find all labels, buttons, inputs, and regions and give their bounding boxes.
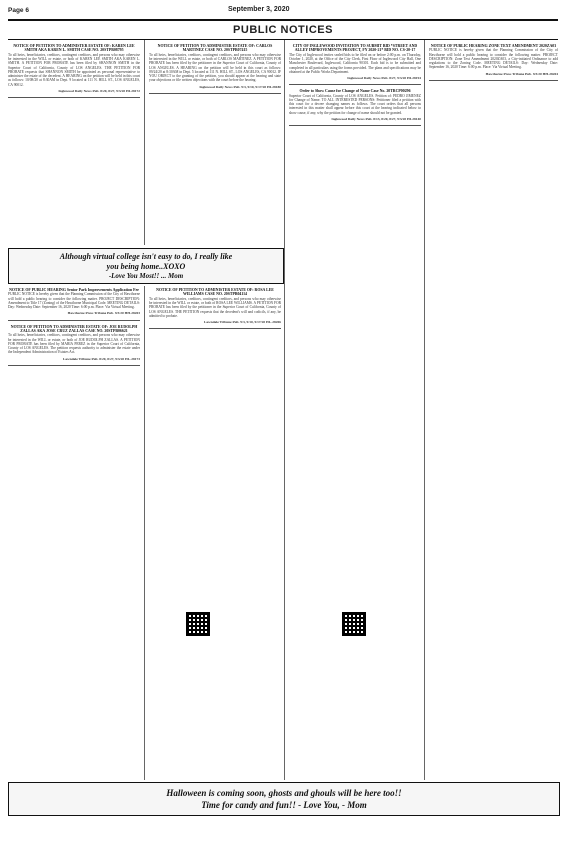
banner-line: Time for candy and fun!! - Love You, - Mom: [201, 800, 367, 810]
notice: [8, 325, 140, 366]
notice-heading: Order to Show Cause for Change of Name Case No. 20TRCP00296: [299, 89, 411, 94]
notice-body: To all heirs, beneficiaries, creditors, contingent creditors, and persons who may otherwise be interested in the WILL or estate, or both of CARLOS MARTINEZ. A PETITION FOR PROBATE has been filed by the petitioner in the Superior Court of California, County of LOS ANGELES. A HEARING on the petition will be held in this court as follows: 09/24/20 at 8:30AM in Dept. 5 located at 111 N. HILL ST., LOS ANGELES, CA 90012. IF YOU OBJECT to the granting of the petition, you should appear at the hearing and state your objections or file written objections with the court before the hearing.: [149, 52, 281, 83]
notice-publication: Inglewood Daily News Pub. 8/20, 8/27, 9/3/20 HI-28172: [58, 88, 140, 93]
banner-line: -Love You Most!! ... Mom: [108, 272, 184, 280]
section-title-band: [8, 19, 558, 40]
notice: [149, 288, 281, 329]
banner-line: Halloween is coming soon, ghosts and ghouls will be here too!!: [166, 788, 402, 798]
notice-body: The City of Inglewood invites sealed bids to be filed on or before 2:00 p.m. on Thursday, October 1, 2020, at the Office of the City Clerk, First Floor of Inglewood City Hall, One Manchester Boulevard, Inglewood, California 90301. Each bid is to be submitted and completed in all particulars using the forms provided. The plans and specifications may be obtained at the Public Works Department.: [289, 52, 421, 74]
notice-heading: CITY OF INGLEWOOD INVITATION TO SUBMIT BID *STREET AND ALLEY IMPROVEMENTS PROJECT, FY 2020-21* BID NO. CS-20-17: [292, 44, 418, 53]
notice-heading: NOTICE OF PUBLIC HEARING Senior Park Improvements Application Fee: [9, 288, 139, 292]
section-title: PUBLIC NOTICES: [233, 24, 333, 36]
column-divider: [144, 286, 145, 780]
column-4: [429, 44, 558, 778]
page-header: [8, 5, 558, 17]
qr-code-icon: [342, 612, 366, 636]
column-1-lower: [8, 288, 140, 778]
notice-heading: NOTICE OF PETITION TO ADMINISTER ESTATE OF: CARLOS MARTINEZ CASE NO. 20STPB07415: [157, 44, 273, 53]
notice-body: To all heirs, beneficiaries, creditors, contingent creditors, and persons who may otherwise be interested in the WILL or estate, or both of JOE RUDOLPH ZALLAS. A PETITION FOR PROBATE has been filed by MARIA PEREZ in the Superior Court of California, County of LOS ANGELES. The petition requests authority to administer the estate under the Independent Administration of Estates Act.: [8, 333, 140, 355]
banner-line: Although virtual college isn't easy to do, I really like: [59, 252, 233, 261]
column-3: [289, 44, 421, 778]
notice-publication: Inglewood Daily News Pub. 9/3, 9/10, 9/17/20 HI-28180: [199, 84, 281, 89]
column-2-lower: [149, 288, 281, 778]
notice: [149, 44, 281, 94]
notice: [8, 288, 140, 321]
notice-body: PUBLIC NOTICE is hereby given that the Planning Commission of the City of Hawthorne will hold a public hearing to consider the following matter. PROJECT DESCRIPTION: Amendment to Title 17 (Zoning) of the Hawthorne Municipal Code. MEETING DETAILS: Day: Wednesday Date: September 16, 2020 Time: 6:00 p.m. Place: Via Virtual Meeting.: [8, 292, 140, 310]
column-divider: [144, 40, 145, 245]
family-message-banner: [8, 248, 284, 284]
notice-publication: Hawthorne Press Tribune Pub. 9/3/20 HH-28204: [485, 71, 558, 76]
notice-heading: NOTICE OF PETITION TO ADMINISTER ESTATE OF: KAREN LEE SMITH AKA KAREN L. SMITH CASE NO. 20STPB08795: [13, 44, 135, 53]
notice-body: To all heirs, beneficiaries, creditors, contingent creditors, and persons who may otherwise be interested in the WILL or estate, or both of ROSA LEE WILLIAMS. A PETITION FOR PROBATE has been filed by the petitioner in the Superior Court of California, County of LOS ANGELES. THE PETITION requests that the decedent's will and codicils, if any, be admitted to probate.: [149, 296, 281, 318]
notice-heading: NOTICE OF PETITION TO ADMINISTER ESTATE OF: ROSA LEE WILLIAMS CASE NO. 20STPB04114: [156, 288, 274, 297]
notice-body: PUBLIC NOTICE is hereby given that the Planning Commission of the City of Hawthorne will hold a public hearing to consider the following matter. PROJECT DESCRIPTION: Zone Text Amendment 2020ZA03, a City-initiated Ordinance to add regulations to the Zoning Code. MEETING DETAILS: Day: Wednesday Date: September 16, 2020 Time: 6:00 p.m. Place: Via Virtual Meeting.: [429, 48, 558, 70]
column-2-top: [149, 44, 281, 246]
notice: [289, 44, 421, 85]
column-divider: [284, 40, 285, 780]
notice-publication: Hawthorne Press Tribune Pub. 9/3/20 HH-28203: [67, 311, 140, 316]
page-number: Page 6: [8, 7, 29, 14]
column-divider: [424, 40, 425, 780]
qr-code-icon: [186, 612, 210, 636]
notice-heading: NOTICE OF PUBLIC HEARING ZONE TEXT AMENDMENT 2020ZA03: [430, 44, 557, 48]
banner-line: you being home..XOXO: [106, 262, 186, 271]
notice-heading: NOTICE OF PETITION TO ADMINISTER ESTATE OF: JOE RUDOLPH ZALLAS AKA JOSE CRUZ ZALLAS CASE NO. 20STPB06621: [10, 324, 138, 334]
notice: [8, 44, 140, 98]
halloween-message-banner: [8, 782, 560, 816]
column-1-top: [8, 44, 140, 246]
notice-publication: Lawndale Tribune Pub. 8/20, 8/27, 9/3/20 HL-28173: [63, 356, 140, 361]
notice-publication: Inglewood Daily News Pub. 8/27, 9/3/20 HI-28194: [347, 76, 421, 81]
notice: [289, 89, 421, 126]
notice-publication: Inglewood Daily News Pub. 8/13, 8/20, 8/27, 9/3/20 HI-28140: [331, 116, 421, 121]
notice-publication: Lawndale Tribune Pub. 9/3, 9/10, 9/17/20 HL-28206: [204, 320, 281, 325]
notice-body: Superior Court of California, County of LOS ANGELES. Petition of: PEDRO JIMENEZ for Change of Name. TO ALL INTERESTED PERSONS: Petitioner filed a petition with this court for a decree changing names as follows. The court orders that all persons interested in this matter shall appear before this court at the hearing indicated below to show cause, if any, why the petition for change of name should not be granted.: [289, 93, 421, 115]
notice-body: To all heirs, beneficiaries, creditors, contingent creditors, and persons who may otherwise be interested in the WILL or estate, or both of KAREN LEE SMITH AKA KAREN L. SMITH. A PETITION FOR PROBATE has been filed by SHANNON SMITH in the Superior Court of California, County of LOS ANGELES. THE PETITION FOR PROBATE requests that SHANNON SMITH be appointed as personal representative to administer the estate of the decedent. A HEARING on the petition will be held in this court as follows: 10/08/20 at 8:30AM in Dept. 9 located at 111 N. HILL ST., LOS ANGELES, CA 90012.: [8, 52, 140, 87]
notice: [429, 44, 558, 81]
issue-date: September 3, 2020: [228, 6, 290, 13]
